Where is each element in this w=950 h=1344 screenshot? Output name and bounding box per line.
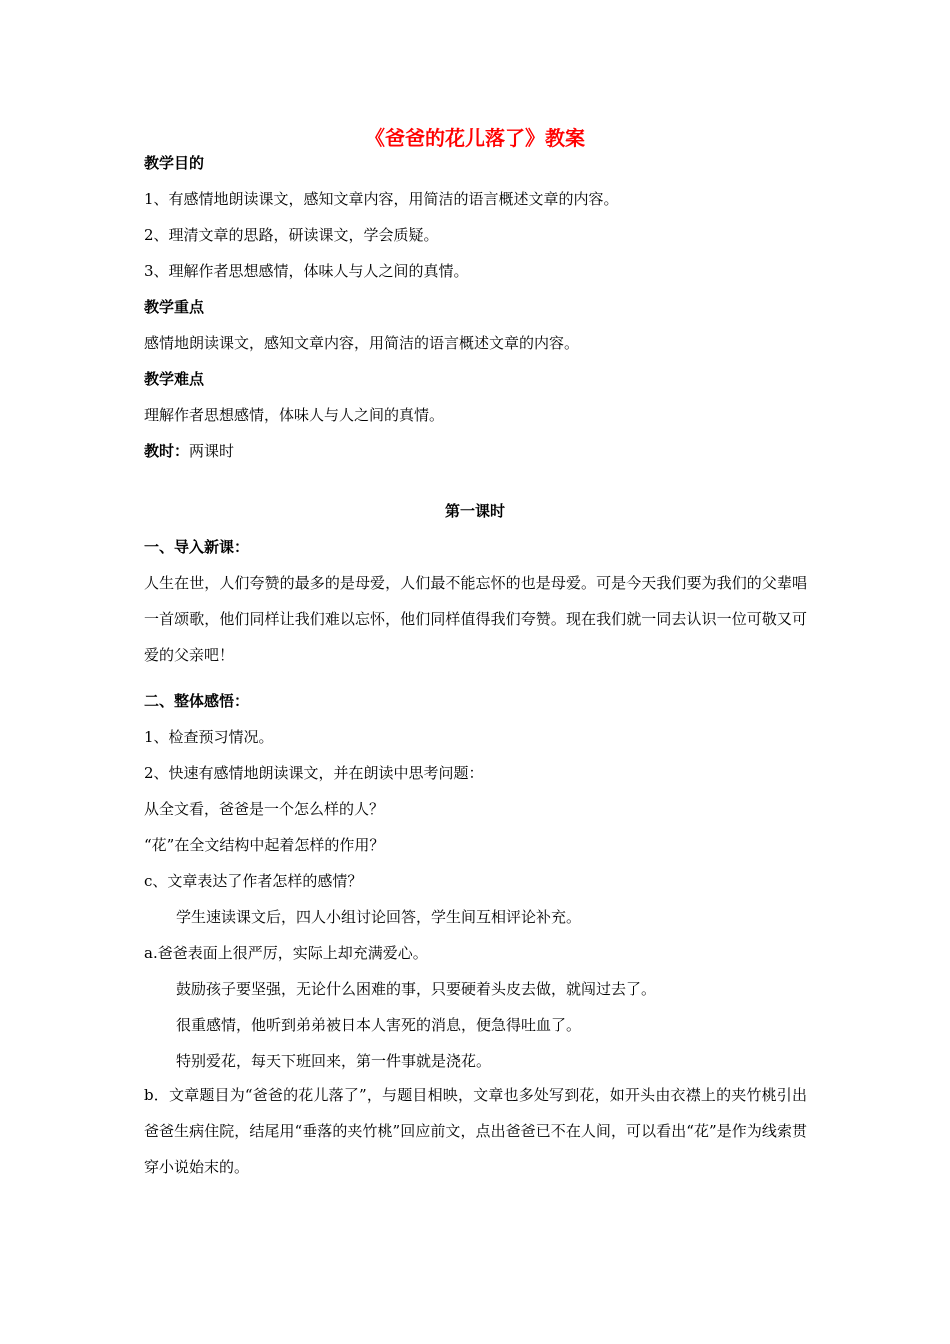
overall-line: 2、快速有感情地朗读课文，并在朗读中思考问题：: [144, 764, 484, 782]
lesson1-heading: 第一课时: [444, 502, 505, 520]
overall-line: 从全文看，爸爸是一个怎么样的人？: [144, 800, 385, 818]
class-hours-label: 教时：: [144, 442, 190, 460]
answer-a: a.爸爸表面上很严厉，实际上却充满爱心。: [144, 944, 428, 962]
answer-b: b．文章题目为“爸爸的花儿落了”，与题目相映，文章也多处写到花，如开头由衣襟上的夹竹桃引出爸爸生病住院，结尾用“垂落的夹竹桃”回应前文，点出爸爸已不在人间，可以看出“花”是作为线索贯穿小说始末的。: [144, 1086, 807, 1176]
objectives-heading: 教学目的: [144, 154, 205, 172]
objective-item: 2、理清文章的思路，研读课文，学会质疑。: [144, 226, 439, 244]
class-hours-value: 两课时: [189, 442, 235, 460]
overall-line: 1、检查预习情况。: [144, 728, 274, 746]
class-hours: [144, 441, 234, 461]
answer-a-detail: 特别爱花，每天下班回来，第一件事就是浇花。: [176, 1052, 492, 1070]
intro-paragraph: 人生在世，人们夸赞的最多的是母爱，人们最不能忘怀的也是母爱。可是今天我们要为我们的父辈唱一首颂歌，他们同样让我们难以忘怀，他们同样值得我们夸赞。现在我们就一同去认识一位可敬又可爱的父亲吧！: [144, 574, 807, 664]
difficulties-heading: 教学难点: [144, 370, 205, 388]
objective-item: 1、有感情地朗读课文，感知文章内容，用简洁的语言概述文章的内容。: [144, 190, 619, 208]
key-points-text: 感情地朗读课文，感知文章内容，用简洁的语言概述文章的内容。: [144, 334, 580, 352]
overall-line: “花”在全文结构中起着怎样的作用？: [144, 836, 385, 854]
intro-heading: 一、导入新课：: [144, 538, 250, 556]
key-points-heading: 教学重点: [144, 298, 205, 316]
objective-item: 3、理解作者思想感情，体味人与人之间的真情。: [144, 262, 469, 280]
discussion-text: 学生速读课文后，四人小组讨论回答，学生间互相评论补充。: [176, 908, 582, 926]
answer-a-detail: 鼓励孩子要坚强，无论什么困难的事，只要硬着头皮去做，就闯过去了。: [176, 980, 657, 998]
overall-line: c、文章表达了作者怎样的感情？: [144, 872, 363, 890]
answer-a-detail: 很重感情，他听到弟弟被日本人害死的消息，便急得吐血了。: [176, 1016, 582, 1034]
overall-heading: 二、整体感悟：: [144, 692, 250, 710]
document-title: 《爸爸的花儿落了》教案: [365, 126, 585, 150]
difficulties-text: 理解作者思想感情，体味人与人之间的真情。: [144, 406, 445, 424]
